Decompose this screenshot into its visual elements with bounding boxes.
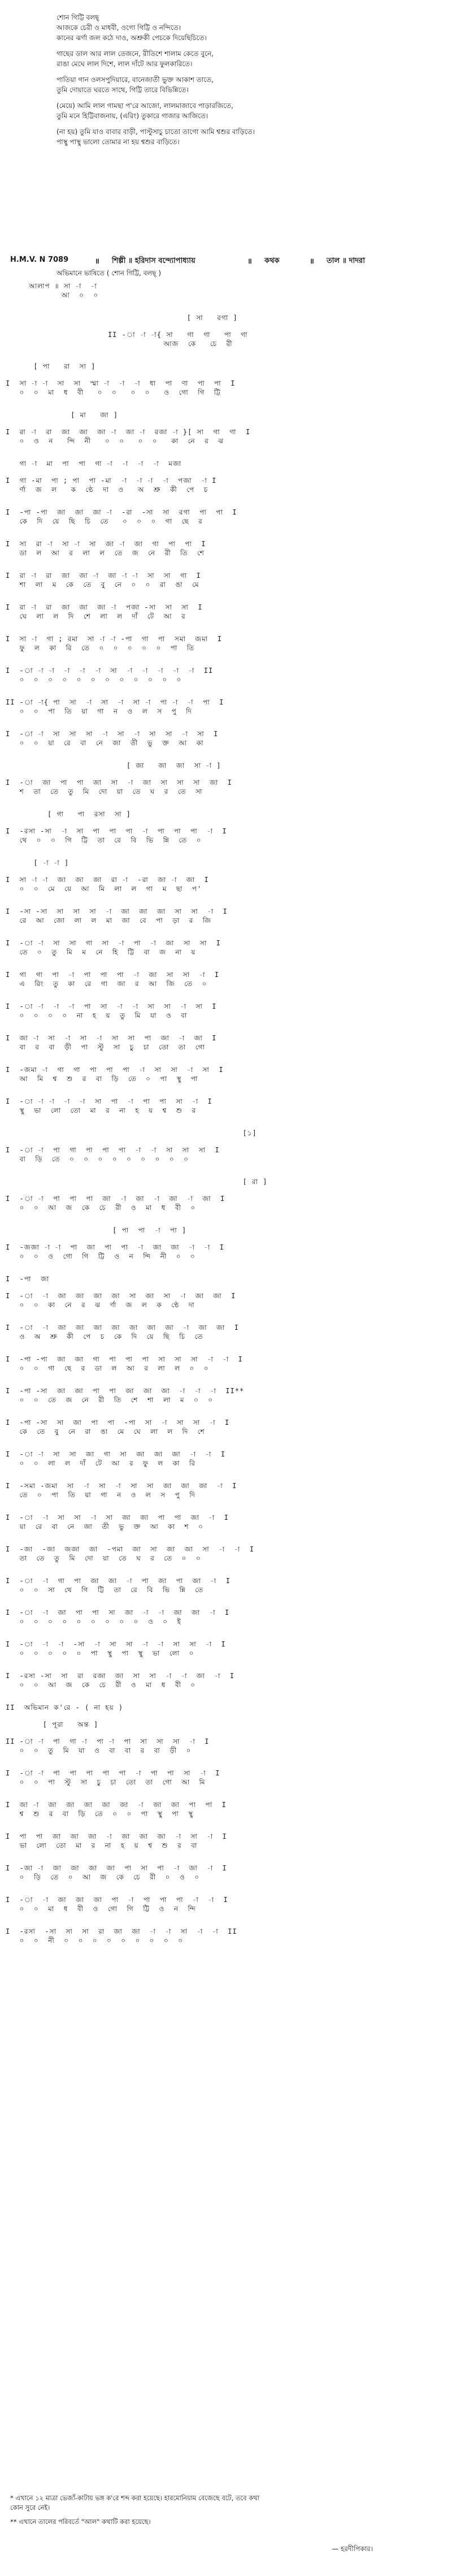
notation-row	[0, 1323, 452, 1342]
lyric-line: গাছের ডাল আর লাল তেজনে, রীতিশে শালাম কেতে বুনে,	[56, 50, 214, 58]
notation-row	[0, 1832, 452, 1851]
swara-line: I -া -া সা সা সা -া সা -া সা সা -া সা I	[6, 730, 219, 738]
swara-line: [ সা রগা ]	[6, 314, 238, 322]
swara-line: [১]	[6, 1129, 257, 1137]
notation-row	[0, 875, 452, 894]
swara-line: I -সা -সা সা সা সা -া জা জা জা সা সা -া I	[6, 907, 228, 915]
footnote: * এখানে ১২ মাত্রা ভেজাঁ-কাটায় ভঙ্গ ক'রে শব্দ করা হয়েছে। হারমোনিয়াম বেজেছে বটে, তবে কথা	[10, 2494, 260, 2502]
lyric-syllable-line: থে ০ ০ গি ট্টি তা রে বি ভি ন্নি তে ০	[6, 836, 202, 844]
notation-row	[0, 1065, 452, 1084]
swara-line: I গা গা পা -া পা পা পা -া জা সা সা -া I	[6, 971, 220, 979]
swara-line: I -জা -া জা জা জা জা পা সা পা -া জা -া I	[6, 1864, 227, 1872]
swara-line: আলাপ ॥ সা -া -া	[6, 282, 97, 290]
genre-label: কথক	[264, 257, 280, 265]
lyric-line: পাতিয়া গান ওলসপুদিয়ারে, বানেজাতী ভুক্ত আকাশ তাতে,	[56, 76, 214, 84]
lyric-syllable-line: ০ ০ মে য়ে আ মি লা ল গা ম ছা প'	[6, 885, 202, 893]
notation-row	[0, 427, 452, 447]
swara-line: I -পা -সা সা জা পা পা -পা সা -া সা সা -া I	[6, 1419, 230, 1427]
lyric-syllable-line: এ রিং তু কা রে গা জা র আ জি তে ০	[6, 980, 207, 988]
notation-row	[0, 1243, 452, 1262]
swara-line: I জা -া সা -া সা -া সা সা পা জা -া জা I	[6, 1034, 217, 1042]
swara-line: [ পা রা সা ]	[6, 362, 96, 370]
lyric-syllable-line: শ তা তে তু মি দো য়া তে ঘ র তে সা	[6, 788, 203, 796]
lyric-syllable-line: ০ ০ গা ছে র ডা ল আ র লা ল ০ ০	[6, 1364, 209, 1372]
swara-line: I -া -া সা সা জা গা সা জা জা জা -া -া I	[6, 1450, 226, 1458]
lyric-syllable-line: ০ ০ মা ধ বী ০ ০ ০ ০ ও গো গি ট্টি	[6, 388, 221, 396]
notation-row	[0, 1097, 452, 1116]
notation-row	[0, 1177, 452, 1196]
lyric-line: তুমি মনে হিট্টিবাজনায়, (এরিং) তুকারে গাজার আজিতে।	[56, 112, 208, 120]
lyric-syllable-line: ০ ০ তে জ নে রী তি শে শা লা ম ০ ০	[6, 1396, 214, 1404]
notation-row	[0, 1895, 452, 1914]
lyric-syllable-line: ০ ০ আ জ কে চে রী ও মা ধ বী ০	[6, 1681, 196, 1689]
swara-line: [ গা পা রসা সা ]	[6, 810, 131, 818]
notation-row	[0, 1355, 452, 1374]
notation-row	[0, 1481, 452, 1501]
notation-row	[0, 1927, 452, 1946]
swara-line: I পা পা জা জা জা -া জা জা জা -া সা -া I	[6, 1832, 227, 1840]
lyric-line: তুমি দোয়াতে ঘরতে সাথে, গিট্টি তারে বিভিন্নিতে।	[56, 86, 189, 94]
lyric-syllable-line: ০ ০ ও গো গি ট্টি ও ন ন্দি নী ০ ০	[6, 1252, 195, 1260]
lyric-syllable-line: ০ ০ ০ ০ ০ পা স্থু পা স্থু ভা লো ০	[6, 1649, 194, 1657]
lyric-syllable-line: ০ ০ মা ধ বী ও গো গি ট্টি ও ন ন্দি	[6, 1905, 196, 1913]
lyric-syllable-line: য়া রে বা নে জা তী ভু ক্ত আ কা শ ০	[6, 1523, 203, 1531]
swara-line: I সা -া -া সা সা স্মা -া -া -া ধা পা ণা পা পা I	[6, 379, 236, 387]
notation-row	[0, 761, 452, 780]
notation-row	[0, 476, 452, 495]
notation-row	[0, 571, 452, 590]
swara-line: I -া -া গা পা জা জা -া পা জা পা জা -া I	[6, 1577, 231, 1585]
notation-row	[0, 1671, 452, 1691]
swara-line: I -জজা -া -া পা জা পা পা -া জা জা -া -া I	[6, 1243, 224, 1251]
swara-line: I সা রা -া সা -া সা জা -া জা গা পা পা I	[6, 540, 206, 548]
swara-line: I -া -া -া -সা -া সা সা -া -া সা সা -া I	[6, 1640, 226, 1648]
song-lyrics-intro	[56, 12, 429, 147]
notation-row	[0, 508, 452, 527]
swara-line: I -রসা -সা সা সা রা জা জা -া -া সা -া -া II	[6, 1927, 237, 1935]
swara-line: I -া -া জা জা জা জা জা জা জা -া জা জা I	[6, 1324, 239, 1332]
signature: — হরদীপিকার।	[332, 2545, 373, 2553]
notation-row	[0, 1291, 452, 1311]
swara-line: I -পা -পা জা জা জা -া -রা -সা সা রগা পা পা I	[6, 508, 237, 516]
notation-row	[0, 1576, 452, 1596]
swara-line: [ মা জা ]	[6, 411, 119, 419]
lyric-syllable-line: কে তে বু নে রা ঙা মে ঘে লা ল দি শে	[6, 1428, 205, 1436]
notation-row	[0, 939, 452, 958]
notation-row	[0, 539, 452, 559]
swara-line: II -া -া পা গা -া পা -া পা সা সা সা -া I	[6, 1737, 210, 1745]
lyric-syllable-line: ভা লো তো মা র না হ য় শ্ব শু র বা	[6, 1842, 198, 1849]
notation-row	[0, 313, 452, 332]
lyric-syllable-line: ঘে লা ল দি শে লা ল দাঁ টে আ র	[6, 612, 186, 620]
swara-line: I -সমা -জমা সা -া সা -া সা সা জা জা জা -া I	[6, 1482, 237, 1490]
swara-line: I -রসা -সা -া সা পা পা পা -া পা পা পা -া I	[6, 827, 227, 835]
notation-row	[0, 970, 452, 989]
lyric-syllable-line: ০ ০ সা থে গি ট্টি তা রে বি ভি ন্নি তে	[6, 1586, 204, 1594]
lyric-syllable-line: বা ড়ি তে ০ ০ ০ ০ ০ ০ ০ ০ ০	[6, 1155, 189, 1163]
notation-row	[0, 1274, 452, 1294]
swara-line: I -জমা -া গা গা পা পা পা -া সা সা -া সা I	[6, 1066, 224, 1074]
swara-line: গা -া মা পা পা গা -া -া -া -া মজা	[6, 460, 182, 468]
notation-row	[0, 459, 452, 478]
swara-line: I রা -া রা জা জা জা -া জা -া রজা -া }[ সা গা গা I	[6, 428, 251, 436]
notation-row	[0, 1720, 452, 1739]
notation-row	[0, 810, 452, 829]
lyric-syllable-line: ০ ০ ০ ০ না হ য় তু মি যা ও বা	[6, 1012, 188, 1019]
notation-row	[0, 1640, 452, 1659]
swara-line: I -পা জা	[6, 1275, 50, 1283]
swara-line: [ -া -া ]	[6, 859, 69, 867]
lyric-line: রাঙা মেঘে লাল দিশে, লাল দাঁটে আর ফুলকারিতে।	[56, 60, 193, 68]
swara-line: I -া -া -া -া পা সা -া -া সা সা -া সা I	[6, 1002, 217, 1010]
swara-line: I রা -া রা জা জা -া জা -া -া সা সা গা I	[6, 572, 201, 580]
notation-row	[0, 330, 452, 349]
notation-row	[0, 1386, 452, 1406]
lyric-syllable-line: ডা ল আ র লা ল তে জ নে রী তি শে	[6, 549, 205, 557]
lyric-line: শোন গিট্টি বলছ্	[56, 14, 99, 21]
swara-line: I জা -া জা জা জা জা জা -া জা জা পা পা I	[6, 1801, 227, 1809]
notation-row	[0, 1513, 452, 1532]
notation-row	[0, 1737, 452, 1756]
lyric-syllable-line: ০ ০ নী ০ ০ ০ ০ ০ ০ ০ ০ ০	[6, 1937, 184, 1944]
notation-row	[0, 379, 452, 398]
swara-line: I -রসা -সা সা রা রজা জা সা সা -া -া জা -া I	[6, 1672, 235, 1680]
lyric-line: আজকে চেরী ও মাধবী, ওগো গিট্টি ও নন্দিতে।	[56, 24, 181, 32]
notation-row	[0, 603, 452, 622]
notation-row	[0, 1034, 452, 1053]
swara-line: I -া -া জা জা জা জা সা জা সা -া জা জা I	[6, 1292, 236, 1300]
lyric-syllable-line: আ ০ ০	[6, 291, 99, 299]
notation-row	[0, 698, 452, 717]
lyric-syllable-line: শা লা ম কে তে বু নে ০ ০ রা ঙা মে	[6, 581, 199, 589]
swara-line: I -া -া -া -া -া সা পা -া পা পা সা -া I	[6, 1097, 212, 1105]
swara-line: [ জা জা জা সা -া ]	[6, 762, 221, 770]
lyric-syllable-line: ফু ল কা রি তে ০ ০ ০ ০ ০ পা তি	[6, 644, 195, 652]
swara-line: II -া -া -া{ সা গা গা পা গা	[6, 331, 248, 339]
notation-row	[0, 634, 452, 654]
header-separator: ॥	[310, 257, 314, 266]
record-number: H.M.V. N 7089	[10, 256, 69, 264]
notation-row	[0, 1800, 452, 1819]
lyric-line: কানের ঝর্ণা জল কঠে দাও, অশ্রুকী পেচকে দিয়েছিচিতে।	[56, 34, 207, 42]
lyric-syllable-line: তে ০ তু মি ম নে হি ট্টি বা জ না য়	[6, 948, 196, 956]
footnote: ** এখানে তালের পরিবর্তে "আল" কথাটি করা হয়েছে।	[10, 2518, 151, 2526]
swara-line: [ পূরা অন্ত ]	[6, 1721, 99, 1728]
notation-row	[0, 1418, 452, 1437]
lyric-syllable-line: রে আ জো লা ল মা জা বে পা ড়া র জি	[6, 917, 211, 924]
notation-row	[0, 1608, 452, 1627]
notation-row	[0, 1864, 452, 1883]
notation-row	[0, 1129, 452, 1148]
lyric-syllable-line: তা তে তু মি দো য়া তে ঘ র তে ০ ০	[6, 1554, 201, 1562]
lyric-line: (না হয়) তুমি যাও বাবার বাড়ী, পাস্টুসাচু চাতো তাগো আমি শ্বশুর বাড়িতে।	[56, 128, 255, 136]
notation-row	[0, 282, 452, 301]
swara-line: I -পা -সা জা জা পা পা জা জা জা -া -া -া II**	[6, 1387, 245, 1395]
notation-row	[0, 1703, 452, 1722]
notation-row	[0, 1545, 452, 1564]
swara-line: I -া -া পা গা পা পা পা -া -া সা সা সা I	[6, 1146, 220, 1154]
header-separator: ॥	[95, 257, 99, 266]
lyric-syllable-line: কে দি য়ে ছি চি তে ০ ০ ০ গা ছে র	[6, 517, 203, 525]
swara-line: I -া -া পা পা পা পা পা -া পা পা সা -া I	[6, 1769, 220, 1777]
notation-row	[0, 1146, 452, 1165]
lyric-syllable-line: ০ ০ ০ ০ ০ ০ ০ ০ ০ ০ ০ ০	[6, 676, 182, 684]
lyric-syllable-line: ০ ০ লা ল দাঁ টে আ র ফু ল কা রি	[6, 1459, 195, 1467]
lyric-syllable-line: ০ ড়ি তে ০ আ জ কে চে রী ০ ও ০	[6, 1873, 199, 1881]
swara-line: II -া -া{ পা সা -া সা -া সা -া পা -া -া পা I	[6, 698, 224, 706]
tala-label: তাল ॥ দাদরা	[327, 257, 365, 265]
footnote: কোন সুরে নেই।	[10, 2504, 50, 2512]
artist-credit: শিল্পী ॥ হরিদাস বন্দ্যোপাধ্যায়	[112, 257, 195, 265]
swara-line: II অভিমান ক'রে - ( না হয় )	[6, 1704, 124, 1711]
lyric-line: (মেয়ে) আমি লাল গামছা প'রে আজো, লালমাজাবে পাড়ারজিতে,	[56, 102, 233, 110]
lyric-syllable-line: ০ ০ ০ ০ ০ ০ ০ ০ ০ ও ০ ই	[6, 1618, 181, 1626]
song-subtitle: অভিমানে ভাষিতে ( শোন গিট্টি, বলছ্ )	[56, 269, 162, 277]
lyric-syllable-line: ০ ০ পা তি য়া গা ন ও ল স পু দি	[6, 707, 192, 715]
swara-line: I -া -া জা পা পা সা জা -া -া জা জা -া I	[6, 1609, 230, 1617]
notation-row	[0, 827, 452, 846]
swara-line: [ রা ]	[6, 1178, 268, 1186]
swara-line: I গা -মা পা ; পা পা -মা -া -া -া -া পজা -া I	[6, 477, 217, 485]
notation-row	[0, 666, 452, 685]
swara-line: I -া জা পা পা জা সা -া জা সা সা সা জা I	[6, 779, 232, 786]
swara-line: I রা -া রা জা জা জা -া পজা -সা সা সা I	[6, 603, 203, 611]
notation-row	[0, 410, 452, 430]
notation-row	[0, 1194, 452, 1213]
lyric-syllable-line: আজ কে চে রী	[6, 340, 233, 348]
lyric-syllable-line: ০ ০ পা স্টু সা চু চা তো তা গো আ মি	[6, 1778, 206, 1786]
lyric-syllable-line: তে ০ পা তি য়া গা ন ও ল স পু দি	[6, 1491, 195, 1499]
swara-line: I -া -া -া -া -া -া সা -া -া -া -া -া II	[6, 667, 214, 675]
lyric-syllable-line: শ্ব শু র বা ড়ি তে ০ ০ পা স্থু পা স্থু	[6, 1810, 194, 1818]
swara-line: I -জা -জা জজা জা -পমা জা সা জা জা সা -া -া I	[6, 1545, 255, 1553]
lyric-syllable-line: ০ ০ কা নে র ঝ র্ণা জ ল ক ণ্ঠে দা	[6, 1301, 195, 1309]
swara-line: I সা -া গা ; রমা সা -া -া -পা গা পা সমা জমা I	[6, 635, 222, 643]
swara-line: I -পা -পা জা জা গা পা পা পা সা সা সা -া -া I	[6, 1355, 243, 1363]
notation-row	[0, 858, 452, 878]
swara-line: I -া -া পা পা পা জা -া জা -া জা -া জা I	[6, 1195, 225, 1203]
lyric-syllable-line: ০ ০ আ জ কে চে রী ও মা ধ বী ০	[6, 1204, 196, 1212]
lyric-syllable-line: স্থু ভা লো তো মা র না হ য় শ্ব শু র	[6, 1107, 197, 1114]
lyric-line: পাস্থু পাস্থু ভালো তোমার না হয় শ্বশুর বাড়িতে।	[56, 138, 180, 146]
notation-row	[0, 1450, 452, 1469]
lyric-syllable-line: ০ ও ন ন্দি নী ০ ০ ০ ০ কা নে র ঝ	[6, 437, 224, 445]
lyric-syllable-line: ০ ০ য়া রে বা নে জা তী ভু ক্ত আ কা	[6, 739, 204, 747]
notation-row	[0, 778, 452, 797]
swara-line: I -া -া সা সা গা সা -া পা -া জা সা সা I	[6, 939, 221, 947]
lyric-syllable-line: আ মি শ্ব শু র বা ড়ি তে ০ পা স্থু পা	[6, 1075, 198, 1083]
lyric-syllable-line: ও অ শ্রু কী পে চ কে দি য়ে ছি চি তে	[6, 1333, 203, 1341]
notation-row	[0, 907, 452, 926]
notation-row	[0, 1226, 452, 1245]
notation-row	[0, 729, 452, 749]
swara-line: I -া -া সা সা -া সা জা জা পা পা জা -া I	[6, 1514, 229, 1522]
swara-line: I -া -া জা জা জা পা -া পা পা পা -া -া I	[6, 1896, 228, 1904]
notation-row	[0, 362, 452, 381]
notation-row	[0, 1002, 452, 1021]
header-separator: ॥	[247, 257, 252, 266]
swara-line: I সা -া -া জা জা জা রা -া -রা জা -া জা I	[6, 876, 209, 884]
swara-line: [ পা পা -া পা ]	[6, 1226, 187, 1234]
notation-row	[0, 1769, 452, 1788]
lyric-syllable-line: বা র বা ড়ী পা স্টু সা চু চা তো তা গো	[6, 1043, 205, 1051]
lyric-syllable-line: ০ ০ তু মি যা ও বা বা র বা ড়ী ০	[6, 1747, 192, 1754]
lyric-syllable-line: র্ণা জ ল ক ণ্ঠে দা ও অ শ্রু কী পে চ	[6, 486, 208, 494]
